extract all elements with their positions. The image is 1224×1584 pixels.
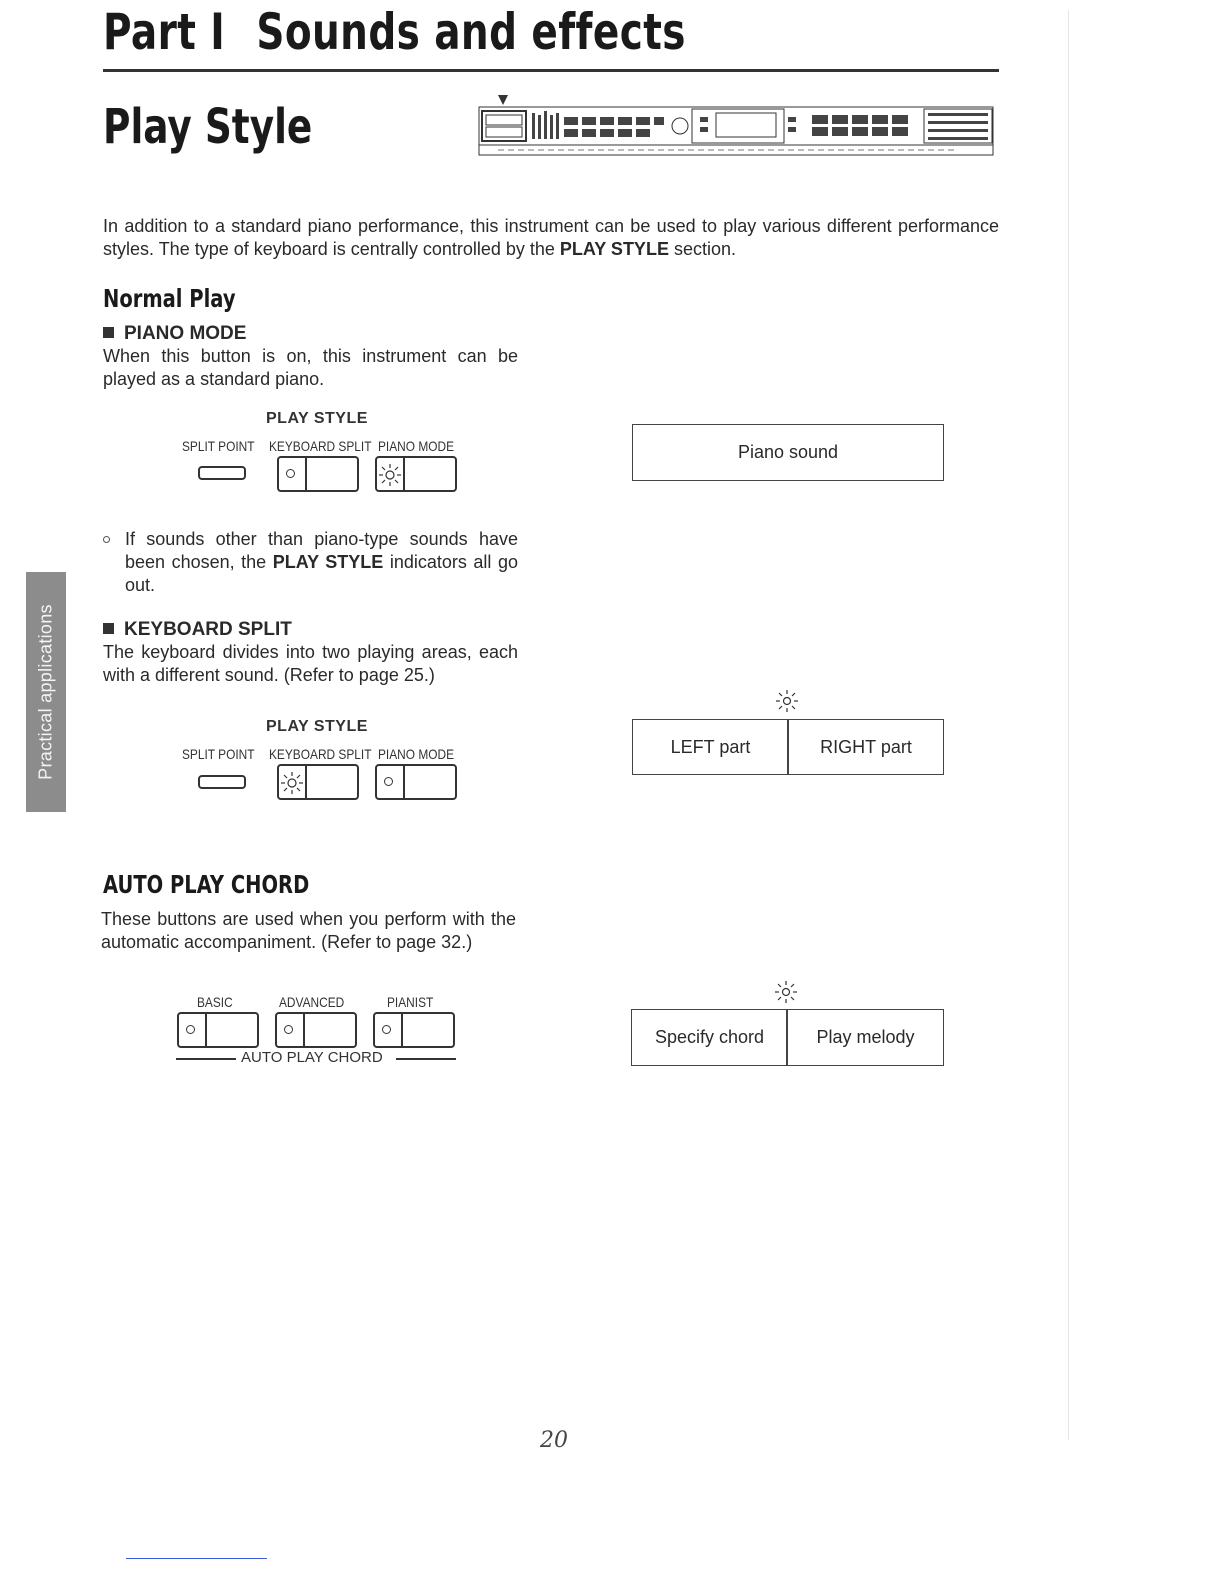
sun-burst-icon <box>377 461 403 489</box>
pianist-button[interactable] <box>373 1012 455 1048</box>
bottom-link-underline <box>126 1558 267 1559</box>
led-off-icon <box>384 777 393 786</box>
display-keyboard-split <box>632 719 944 775</box>
part-name: Sounds and effects <box>256 3 686 61</box>
label-split-point-1: SPLIT POINT <box>182 438 255 454</box>
square-bullet-icon <box>103 327 114 338</box>
sun-burst-icon <box>279 769 305 797</box>
panel-pointer-icon <box>498 95 508 105</box>
split-point-button-2[interactable] <box>198 775 246 789</box>
display-left-part: LEFT part <box>670 736 751 757</box>
intro-keyword: PLAY STYLE <box>559 239 669 259</box>
basic-button[interactable] <box>177 1012 259 1048</box>
piano-mode-button-2[interactable] <box>375 764 457 800</box>
display-play-melody: Play melody <box>816 1027 915 1047</box>
part-label: Part I <box>103 3 226 61</box>
display-specify-chord: Specify chord <box>654 1027 765 1047</box>
led-off-icon <box>186 1025 195 1034</box>
label-basic: BASIC <box>197 994 233 1010</box>
sidebar-tab-label: Practical applications <box>35 604 56 780</box>
sidebar-tab[interactable] <box>26 572 66 812</box>
label-keyboard-split-1: KEYBOARD SPLIT <box>269 438 372 454</box>
header-rule <box>103 69 999 72</box>
section-heading-normal-play: Normal Play <box>103 284 236 313</box>
advanced-button[interactable] <box>275 1012 357 1048</box>
group-label-auto-play-chord: AUTO PLAY CHORD <box>241 1049 383 1066</box>
square-bullet-icon <box>103 623 114 634</box>
subheading-piano-mode: PIANO MODE <box>103 322 246 346</box>
keyboard-split-description: The keyboard divides into two playing areas, each with a different sound. (Refer to page 25.) <box>103 642 518 685</box>
label-pianist: PIANIST <box>387 994 434 1010</box>
intro-paragraph: In addition to a standard piano performance, this instrument can be used to play various different performance styles. The type of keyboard is centrally controlled by the PLAY STYLE section. <box>103 216 999 259</box>
sun-burst-icon <box>774 688 800 714</box>
display-right-part: RIGHT part <box>820 736 912 757</box>
auto-play-chord-description: These buttons are used when you perform with the automatic accompaniment. (Refer to page 32.) <box>101 909 516 952</box>
note-keyword: PLAY STYLE <box>272 552 384 572</box>
display-auto-play-chord <box>631 1009 944 1066</box>
keyboard-split-button-2[interactable] <box>277 764 359 800</box>
group-line-left <box>176 1058 236 1060</box>
play-style-title-1: PLAY STYLE <box>266 410 368 427</box>
display-piano-sound <box>632 424 944 481</box>
page-title: Play Style <box>103 99 313 155</box>
label-split-point-2: SPLIT POINT <box>182 746 255 762</box>
page-number: 20 <box>540 1428 568 1453</box>
instrument-panel-illustration <box>478 93 994 157</box>
led-off-icon <box>286 469 295 478</box>
label-advanced: ADVANCED <box>279 994 345 1010</box>
display-text-piano-sound: Piano sound <box>737 442 839 462</box>
note-paragraph: If sounds other than piano-type sounds have been chosen, the PLAY STYLE indicators all go out. <box>103 528 518 597</box>
label-piano-mode-2: PIANO MODE <box>378 746 455 762</box>
group-line-right <box>396 1058 456 1060</box>
circle-bullet-icon <box>103 536 110 543</box>
led-off-icon <box>284 1025 293 1034</box>
sun-burst-icon <box>773 979 799 1005</box>
led-off-icon <box>382 1025 391 1034</box>
play-style-title-2: PLAY STYLE <box>266 718 368 735</box>
part-title <box>103 4 850 60</box>
subheading-keyboard-split: KEYBOARD SPLIT <box>103 618 292 642</box>
section-heading-auto-play-chord: AUTO PLAY CHORD <box>103 870 310 899</box>
piano-mode-description: When this button is on, this instrument can be played as a standard piano. <box>103 346 518 389</box>
label-piano-mode-1: PIANO MODE <box>378 438 455 454</box>
piano-mode-button[interactable] <box>375 456 457 492</box>
split-point-button[interactable] <box>198 466 246 480</box>
page-edge-line <box>1068 10 1069 1440</box>
label-keyboard-split-2: KEYBOARD SPLIT <box>269 746 372 762</box>
keyboard-split-button[interactable] <box>277 456 359 492</box>
